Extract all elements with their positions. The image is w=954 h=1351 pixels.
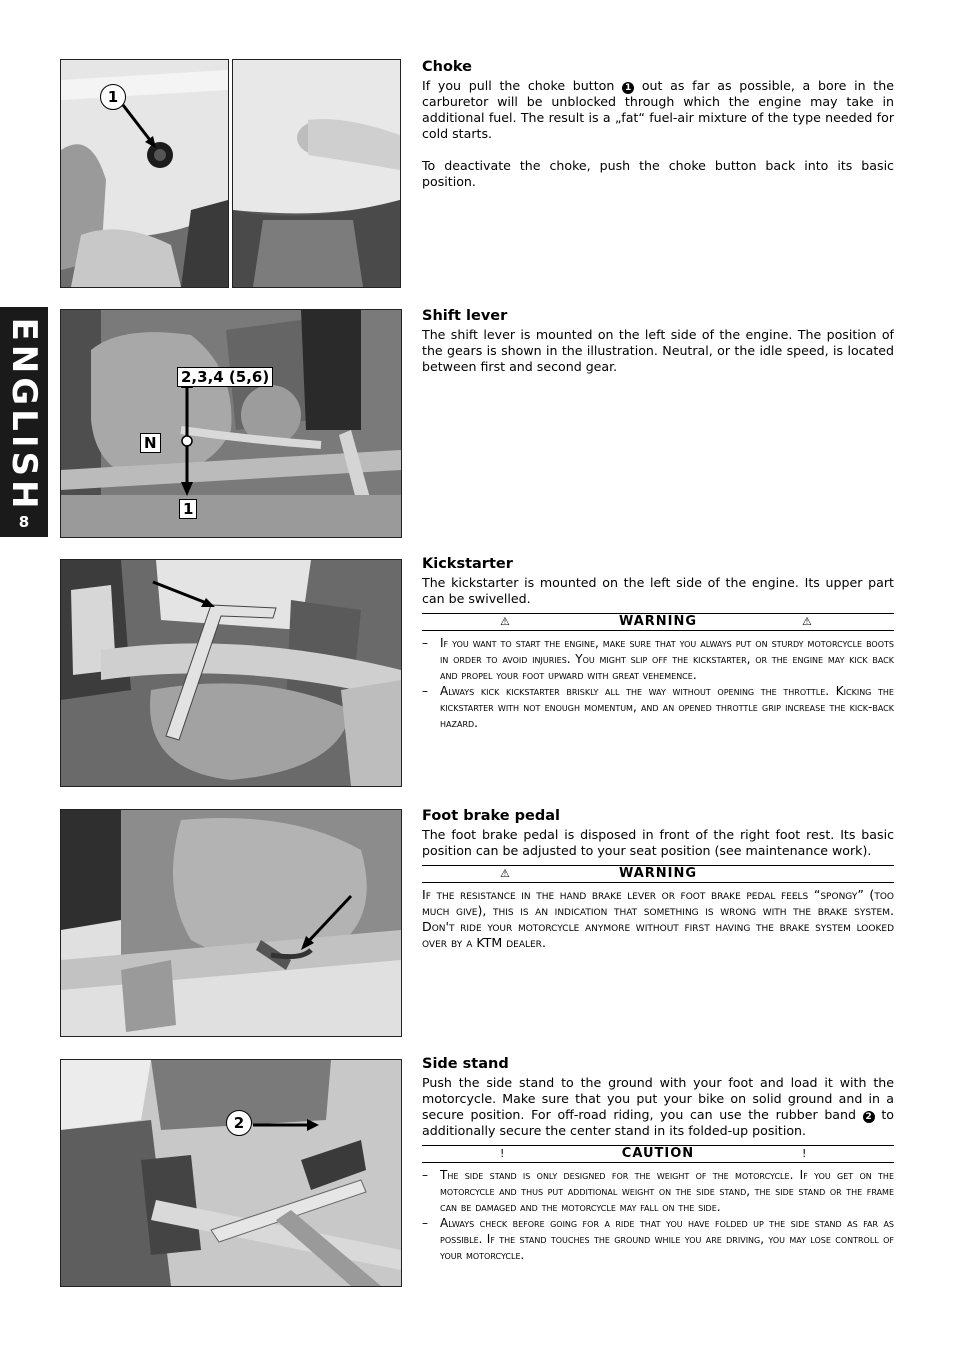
foot-brake-warning-text: If the resistance in the hand brake lever or foot brake pedal feels “spongy” (too much give), this is an indication that something is wrong with the brake system. Don't ride your motorcycle anymore without first having the brake system looked over by a KTM dealer. [422, 887, 894, 950]
kickstarter-title: Kickstarter [422, 556, 513, 572]
side-stand-paragraph: Push the side stand to the ground with your foot and load it with the motorcycle. Make sure that you put your bike on solid ground and in a secure position. For off-road riding, you can use the rubber band 2 to additionally secure the center stand in its folded-up position. [422, 1075, 894, 1138]
language-label: ENGLISH [4, 317, 44, 513]
shift-lever-title: Shift lever [422, 308, 508, 324]
warning-triangle-icon: ⚠ [802, 615, 812, 628]
exclamation-icon: ! [802, 1147, 807, 1160]
foot-brake-warning-header [422, 865, 894, 883]
side-stand-callout: 2 [226, 1110, 252, 1136]
side-stand-photo [60, 1059, 402, 1287]
section-kickstarter [422, 555, 894, 731]
choke-paragraph-1: If you pull the choke button 1 out as far as possible, a bore in the carburetor will be unblocked through which the engine may take in additional fuel. The result is a „fat“ fuel-air mixture of the type needed for cold starts. [422, 78, 894, 141]
shift-callout-first: 1 [179, 499, 197, 519]
choke-photo-left [60, 59, 229, 288]
warning-title: WARNING [618, 614, 698, 629]
choke-paragraph-2: To deactivate the choke, push the choke button back into its basic position. [422, 158, 894, 189]
shift-lever-photo [60, 309, 402, 538]
list-item: – Always check before going for a ride that you have folded up the side stand as far as possible. If the stand touches the ground while you are driving, you may lose controll of your motorcycle. [422, 1215, 894, 1263]
section-foot-brake [422, 807, 894, 951]
foot-brake-photo [60, 809, 402, 1037]
kickstarter-warning-list [422, 635, 894, 731]
warning-triangle-icon: ⚠ [500, 867, 510, 880]
side-stand-caution-header [422, 1145, 894, 1163]
exclamation-icon: ! [500, 1147, 505, 1160]
list-item: – Always kick kickstarter briskly all the way without opening the throttle. Kicking the kickstarter with not enough momentum, and an opened throttle grip increase the kick-back hazard. [422, 683, 894, 731]
foot-brake-title: Foot brake pedal [422, 808, 561, 824]
side-stand-caution-list [422, 1167, 894, 1263]
choke-callout: 1 [100, 84, 126, 110]
foot-brake-paragraph: The foot brake pedal is disposed in front of the right foot rest. Its basic position can be adjusted to your seat position (see maintenance work). [422, 827, 894, 858]
callout-ref-2: 2 [863, 1111, 875, 1123]
page-number: 8 [18, 513, 30, 531]
list-item: – If you want to start the engine, make sure that you always put on sturdy motorcycle boots in order to avoid injuries. You might slip off the kickstarter, or the engine may kick back and propel your foot upward with great vehemence. [422, 635, 894, 683]
warning-title: WARNING [618, 866, 698, 881]
side-stand-title: Side stand [422, 1056, 509, 1072]
list-item: – The side stand is only designed for the weight of the motorcycle. If you get on the motorcycle and thus put additional weight on the side stand, the side stand or the frame can be damaged and the motorcycle may fall on the side. [422, 1167, 894, 1215]
kickstarter-paragraph: The kickstarter is mounted on the left side of the engine. Its upper part can be swivelled. [422, 575, 894, 606]
warning-triangle-icon: ⚠ [500, 615, 510, 628]
callout-ref-1: 1 [622, 82, 634, 94]
language-tab [0, 307, 48, 537]
shift-callout-neutral: N [140, 433, 161, 453]
section-shift-lever [422, 307, 894, 375]
kickstarter-photo [60, 559, 402, 787]
shift-callout-gears: 2,3,4 (5,6) [177, 367, 273, 387]
shift-lever-paragraph: The shift lever is mounted on the left side of the engine. The position of the gears is shown in the illustration. Neutral, or the idle speed, is located between first and second gear. [422, 327, 894, 374]
caution-title: CAUTION [621, 1146, 695, 1161]
section-side-stand [422, 1055, 894, 1263]
choke-photo-right [232, 59, 401, 288]
choke-title: Choke [422, 59, 473, 75]
kickstarter-warning-header [422, 613, 894, 631]
section-choke [422, 58, 894, 190]
